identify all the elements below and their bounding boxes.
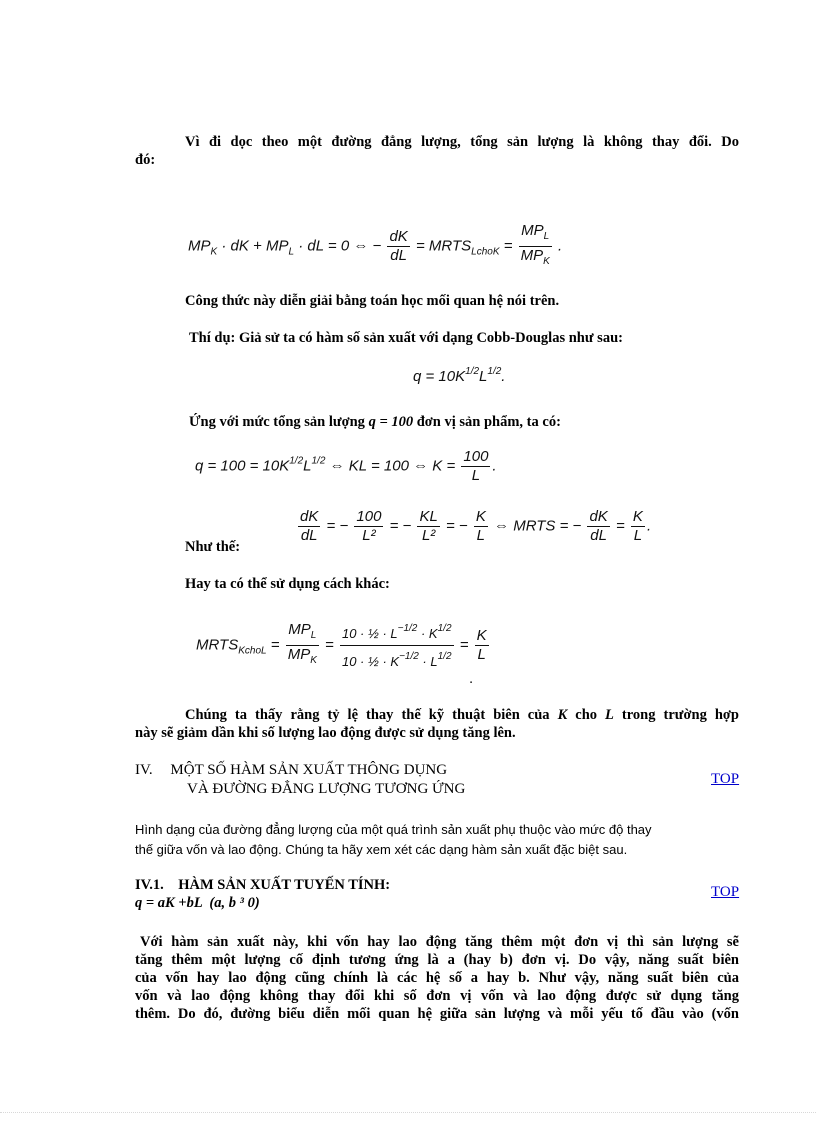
section-iv1-title: IV.1. HÀM SẢN XUẤT TUYẾN TÍNH: — [135, 877, 391, 893]
paragraph-alternative: Hay ta có thể sử dụng cách khác: — [185, 576, 390, 592]
paragraph-conclusion: Chúng ta thấy rằng tỷ lệ thay thế kỹ thuật biên của K cho L trong trường hợp này sẽ giảm dần khi số lượng lao động được sử dụng tăng lên. — [135, 707, 739, 741]
section-iv-title-line2: VÀ ĐƯỜNG ĐẲNG LƯỢNG TƯƠNG ỨNG — [187, 781, 466, 797]
paragraph-linear-production: Với hàm sản xuất này, khi vốn hay lao động tăng thêm một đơn vị thì sản lượng sẽ tăng thêm một lượng cố định tương ứng là a (hay b) đơn vị. Do vậy, năng suất biên của vốn hay lao động cũng chính là các hệ số a hay b. Như vậy, năng suất biên của vốn và lao động không thay đổi khi số đơn vị vốn và lao động được sử dụng tăng thêm. Do đó, đường biểu diễn mối quan hệ giữa sản lượng và mỗi yếu tố đầu vào (vốn — [135, 934, 739, 1022]
paragraph-interpretation: Công thức này diễn giải bằng toán học mối quan hệ nói trên. — [185, 293, 560, 309]
fraction-100-l: $\frac{100}{L}$ — [463, 448, 489, 484]
paragraph-isoquant-shape: Hình dạng của đường đẳng lượng của một quá trình sản xuất phụ thuộc vào mức độ thay thế giữa vốn và lao động. Chúng ta hãy xem xét các dạng hàm sản xuất đặc biệt sau. — [135, 822, 652, 857]
page-bottom-divider — [0, 1112, 816, 1113]
equation-isoquant-100: $q = 100 = 10K^{1/2}L^{1/2}$ ⇔ KL = 100 ⇔ K = $\frac{100}{L}$ . — [195, 448, 497, 484]
equation-mrts-result: $\frac{dK}{dL}$ = − $\frac{100}{\text{L²}}$ = − $\frac{KL}{\text{L²}}$ = − $\frac{K}{L}$ ⇔ MRTS = − $\frac{dK}{dL}$ = $\frac{K}{L}$ . — [300, 508, 652, 544]
section-iv-number: IV. — [135, 762, 153, 778]
top-link-section-iv[interactable]: TOP — [711, 771, 740, 787]
label-nhu-the: Như thế: — [185, 539, 241, 555]
paragraph-output-level: Ứng với mức tổng sản lượng q = 100 đơn vị sản phẩm, ta có: — [189, 414, 561, 430]
fraction-mpl-mpk: $\frac{MP_L}{MP_K}$ — [520, 222, 550, 267]
paragraph-intro-line2: đó: — [135, 152, 156, 168]
section-iv1-formula: q = aK +bL (a, b ³ 0) — [135, 895, 260, 911]
fraction-dk-dl: $\frac{dK}{dL}$ — [389, 228, 408, 264]
equation-mrts-alternative-end: . — [469, 670, 474, 687]
equation-mrts-alternative: $MRTS_{KchoL}$ = $\frac{MP_L}{MP_K}$ = $\frac{10 \cdot \frac{1}{2} \cdot L^{-1/2} \cdot K^{1/2}}{10 \cdot \frac{1}{2} \cdot K^{-1/2} \cdot L^{1/2}}$ = $\frac{K}{L}$ — [196, 618, 491, 673]
section-iv-title-line1: MỘT SỐ HÀM SẢN XUẤT THÔNG DỤNG — [170, 762, 448, 778]
equation-mrts-derivation: $MP_K$ · dK + $MP_L$ · dL = 0 ⇔ − $\frac{dK}{dL}$ = $MRTS_{LchoK}$ = $\frac{MP_L}{MP_K}$ . — [188, 222, 562, 271]
equation-cobb-douglas: $q = 10K^{1/2}L^{1/2}$. — [413, 366, 506, 385]
section-iv-heading — [135, 762, 447, 779]
paragraph-example: Thí dụ: Giả sử ta có hàm số sản xuất với dạng Cobb-Douglas như sau: — [189, 330, 623, 346]
paragraph-intro — [135, 133, 739, 169]
paragraph-intro-line1: Vì đi dọc theo một đường đẳng lượng, tổng sản lượng là không thay đổi. Do — [185, 134, 739, 150]
top-link-section-iv1[interactable]: TOP — [711, 884, 740, 900]
